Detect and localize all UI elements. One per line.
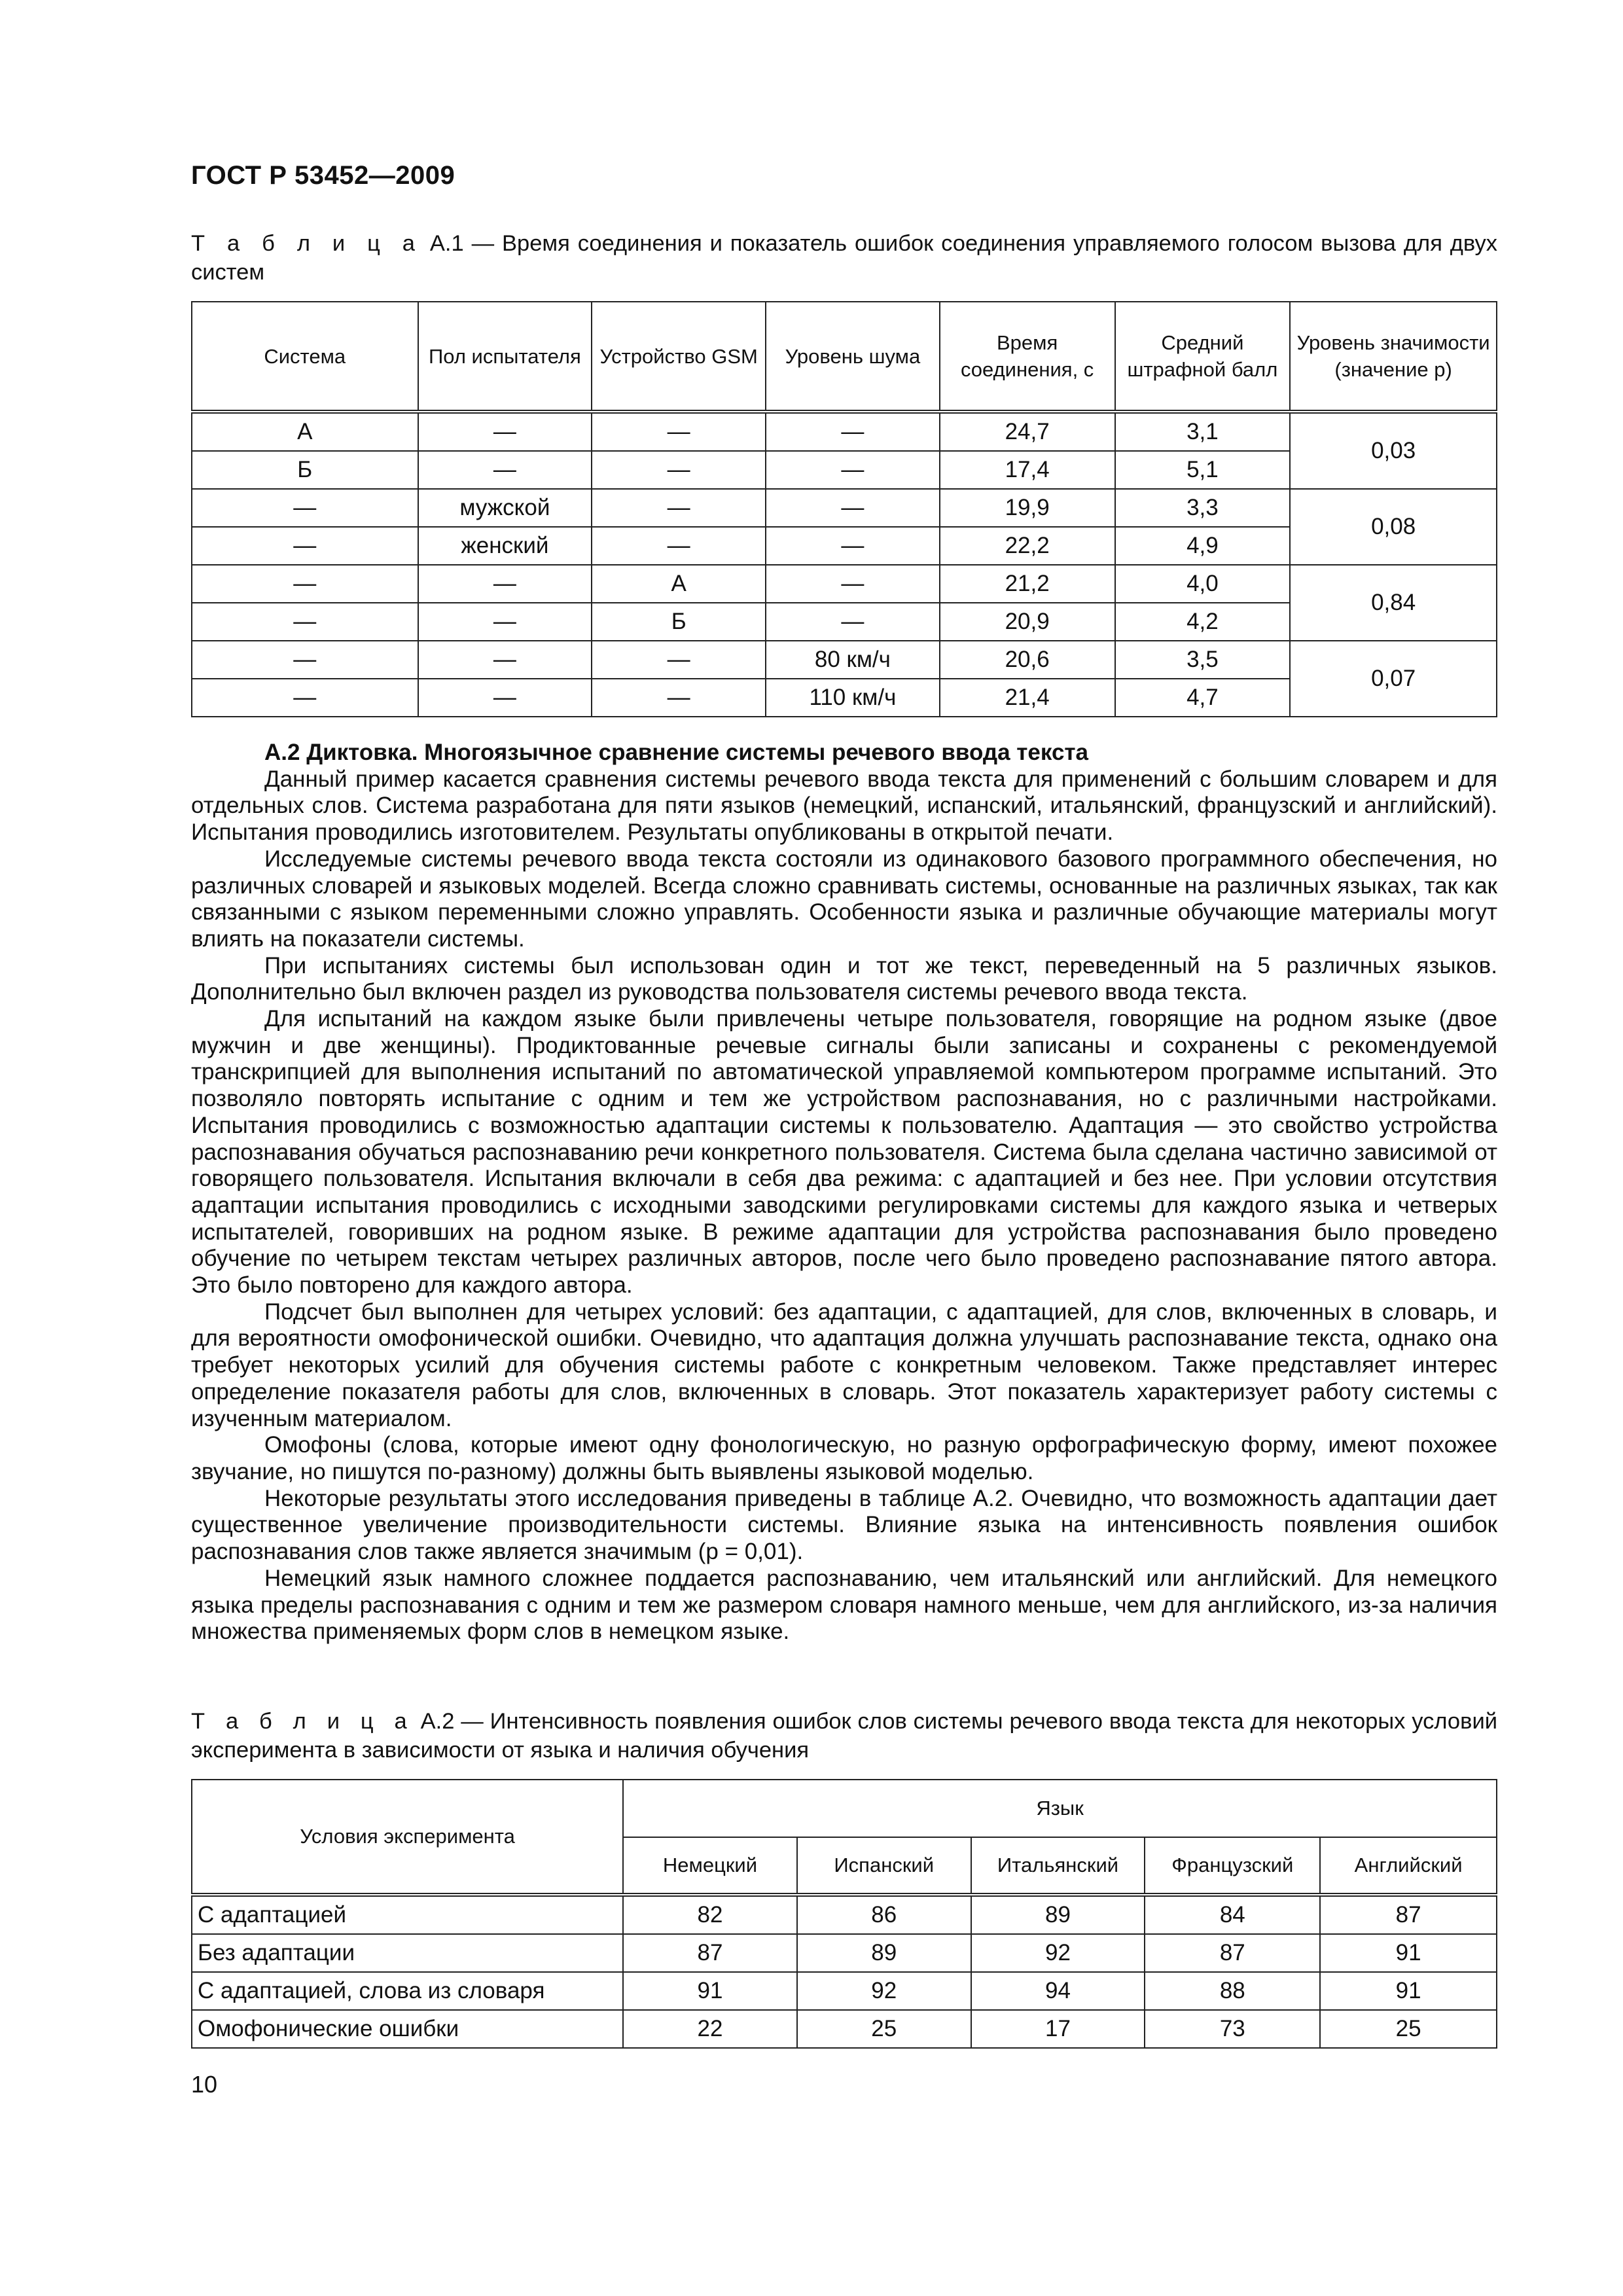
table-cell: —	[766, 565, 940, 603]
table-cell: 19,9	[940, 489, 1115, 527]
document-header: ГОСТ Р 53452—2009	[191, 161, 455, 190]
table-cell: —	[766, 603, 940, 641]
table-cell: —	[766, 527, 940, 565]
table-cell: 5,1	[1115, 451, 1291, 489]
table-cell: 20,6	[940, 641, 1115, 679]
table-cell: 92	[971, 1934, 1145, 1972]
table-cell: 24,7	[940, 412, 1115, 451]
paragraph: При испытаниях системы был использован один и тот же текст, переведенный на 5 различных языков. Дополнительно был включен раздел из руководства пользователя системы речевого ввода текста.	[191, 952, 1497, 1005]
table-cell: 92	[797, 1972, 971, 2010]
condition-cell: С адаптацией	[192, 1895, 623, 1934]
table-cell: —	[592, 412, 766, 451]
table-cell: 89	[797, 1934, 971, 1972]
table-cell: 84	[1145, 1895, 1320, 1934]
table2-caption	[191, 1707, 1497, 1765]
table-cell: 73	[1145, 2010, 1320, 2048]
table-cell: 4,9	[1115, 527, 1291, 565]
table1-header-cell: Пол испытателя	[418, 302, 592, 412]
table-cell: —	[418, 603, 592, 641]
table-cell: 110 км/ч	[766, 679, 940, 717]
table1-caption-text: А.1 — Время соединения и показатель ошибок соединения управляемого голосом вызова для двух систем	[191, 231, 1498, 285]
table1-caption	[191, 229, 1497, 287]
table-row	[192, 565, 1497, 603]
table-cell: 3,1	[1115, 412, 1291, 451]
paragraph: Немецкий язык намного сложнее поддается распознаванию, чем итальянский или английский. Для немецкого языка пределы распознавания с одним и тем же размером словаря намного меньше, чем для английского, из-за наличия множества применяемых форм слов в немецком языке.	[191, 1565, 1497, 1645]
table-cell: 86	[797, 1895, 971, 1934]
table-cell: 89	[971, 1895, 1145, 1934]
table-cell: 21,4	[940, 679, 1115, 717]
table1-header-cell: Уровень значимости (значение p)	[1290, 302, 1497, 412]
table-cell: 3,3	[1115, 489, 1291, 527]
table-row	[192, 2010, 1497, 2048]
table2-language-header: Язык	[623, 1780, 1497, 1837]
table2-caption-text: А.2 — Интенсивность появления ошибок слов системы речевого ввода текста для некоторых условий эксперимента в зависимости от языка и наличия обучения	[191, 1709, 1497, 1763]
table-cell: 87	[1145, 1934, 1320, 1972]
table-cell: 17	[971, 2010, 1145, 2048]
language-header-cell: Итальянский	[971, 1837, 1145, 1895]
table-cell: —	[192, 527, 418, 565]
language-header-cell: Французский	[1145, 1837, 1320, 1895]
table-cell: —	[192, 489, 418, 527]
paragraph: Подсчет был выполнен для четырех условий: без адаптации, с адаптацией, для слов, включенных в словарь, и для вероятности омофонической ошибки. Очевидно, что адаптация должна улучшать распознавание текста, однако она требует некоторых усилий для обучения системы работе с конкретным человеком. Также представляет интерес определение показателя работы для слов, включенных в словарь. Этот показатель характеризует работу системы с изученным материалом.	[191, 1299, 1497, 1431]
table-cell: 25	[1320, 2010, 1497, 2048]
table-row	[192, 1934, 1497, 1972]
table1-header-cell: Средний штрафной балл	[1115, 302, 1291, 412]
table-cell: 4,7	[1115, 679, 1291, 717]
paragraph: Омофоны (слова, которые имеют одну фонологическую, но разную орфографическую форму, имеют похожее звучание, но пишутся по-разному) должны быть выявлены языковой моделью.	[191, 1432, 1497, 1484]
table-cell: —	[192, 641, 418, 679]
table-cell: —	[766, 412, 940, 451]
table-row	[192, 412, 1497, 451]
table-row	[192, 1895, 1497, 1934]
table-cell: —	[192, 603, 418, 641]
table2-caption-label: Т а б л и ц а	[191, 1709, 414, 1734]
table2-conditions-header: Условия эксперимента	[192, 1780, 623, 1895]
condition-cell: Без адаптации	[192, 1934, 623, 1972]
table-cell: 88	[1145, 1972, 1320, 2010]
table-cell: А	[192, 412, 418, 451]
table-row	[192, 1972, 1497, 2010]
significance-cell: 0,07	[1290, 641, 1497, 717]
table-cell: 87	[623, 1934, 797, 1972]
table-cell: —	[592, 489, 766, 527]
section-a2	[191, 740, 1497, 1645]
condition-cell: Омофонические ошибки	[192, 2010, 623, 2048]
table-cell: мужской	[418, 489, 592, 527]
table-cell: 91	[623, 1972, 797, 2010]
table-cell: 22	[623, 2010, 797, 2048]
language-header-cell: Испанский	[797, 1837, 971, 1895]
paragraph: Данный пример касается сравнения системы речевого ввода текста для применений с большим словарем и для отдельных слов. Система разработана для пяти языков (немецкий, испанский, итальянский, французский и английский). Испытания проводились изготовителем. Результаты опубликованы в открытой печати.	[191, 766, 1497, 846]
table-cell: 3,5	[1115, 641, 1291, 679]
paragraph: Исследуемые системы речевого ввода текста состояли из одинакового базового программного обеспечения, но различных словарей и языковых моделей. Всегда сложно сравнивать системы, основанные на различных языках, так как связанными с языком переменными сложно управлять. Особенности языка и различные обучающие материалы могут влиять на показатели системы.	[191, 846, 1497, 952]
table1-caption-label: Т а б л и ц а	[191, 231, 422, 256]
table2-header-row	[192, 1780, 1497, 1837]
table-cell: —	[592, 451, 766, 489]
table-cell: 25	[797, 2010, 971, 2048]
language-header-cell: Немецкий	[623, 1837, 797, 1895]
table1-header-cell: Устройство GSM	[592, 302, 766, 412]
table-cell: 80 км/ч	[766, 641, 940, 679]
table-cell: Б	[592, 603, 766, 641]
table-cell: А	[592, 565, 766, 603]
paragraph: Для испытаний на каждом языке были привлечены четыре пользователя, говорящие на родном языке (двое мужчин и две женщины). Продиктованные речевые сигналы были записаны и сохранены с рекомендуемой транскрипцией для выполнения испытаний по автоматической управляемой компьютером программе испытаний. Это позволяло повторять испытание с одним и тем же устройством распознавания, но с различными настройками. Испытания проводились с возможностью адаптации системы к пользователю. Адаптация — это свойство устройства распознавания обучаться распознаванию речи конкретного пользователя. Система была сделана частично зависимой от говорящего пользователя. Испытания включали в себя два режима: с адаптацией и без нее. При условии отсутствия адаптации испытания проводились с исходными заводскими регулировками системы для каждого языка и четверых испытателей, говоривших на родном языке. В режиме адаптации для устройства распознавания было проведено обучение по четырем текстам четырех различных авторов, после чего было проведено распознавание пятого автора. Это было повторено для каждого автора.	[191, 1006, 1497, 1299]
table-cell: —	[766, 489, 940, 527]
table-cell: 91	[1320, 1972, 1497, 2010]
table1	[191, 301, 1497, 717]
table-cell: —	[192, 565, 418, 603]
table1-header-row	[192, 302, 1497, 412]
table-cell: —	[418, 451, 592, 489]
significance-cell: 0,08	[1290, 489, 1497, 565]
table-cell: —	[592, 679, 766, 717]
table-cell: 17,4	[940, 451, 1115, 489]
table-cell: женский	[418, 527, 592, 565]
table-cell: 87	[1320, 1895, 1497, 1934]
language-header-cell: Английский	[1320, 1837, 1497, 1895]
table-cell: 21,2	[940, 565, 1115, 603]
table-cell: 82	[623, 1895, 797, 1934]
page-number: 10	[191, 2071, 218, 2098]
table1-header-cell: Система	[192, 302, 418, 412]
table-row	[192, 641, 1497, 679]
table-row	[192, 489, 1497, 527]
table-cell: —	[418, 679, 592, 717]
table-cell: —	[592, 641, 766, 679]
table1-header-cell: Время соединения, с	[940, 302, 1115, 412]
table-cell: —	[418, 412, 592, 451]
table-cell: —	[192, 679, 418, 717]
table-cell: 4,0	[1115, 565, 1291, 603]
section-heading: А.2 Диктовка. Многоязычное сравнение системы речевого ввода текста	[264, 740, 1089, 765]
table-cell: —	[418, 565, 592, 603]
paragraph: Некоторые результаты этого исследования приведены в таблице А.2. Очевидно, что возможность адаптации дает существенное увеличение производительности системы. Влияние языка на интенсивность появления ошибок распознавания слов также является значимым (p = 0,01).	[191, 1485, 1497, 1565]
table-cell: 91	[1320, 1934, 1497, 1972]
significance-cell: 0,03	[1290, 412, 1497, 489]
table-cell: 22,2	[940, 527, 1115, 565]
table-cell: 94	[971, 1972, 1145, 2010]
table-cell: —	[766, 451, 940, 489]
table-cell: 4,2	[1115, 603, 1291, 641]
table-cell: Б	[192, 451, 418, 489]
significance-cell: 0,84	[1290, 565, 1497, 641]
table2	[191, 1779, 1497, 2049]
table1-header-cell: Уровень шума	[766, 302, 940, 412]
table-cell: —	[592, 527, 766, 565]
table-cell: —	[418, 641, 592, 679]
condition-cell: С адаптацией, слова из словаря	[192, 1972, 623, 2010]
table-cell: 20,9	[940, 603, 1115, 641]
